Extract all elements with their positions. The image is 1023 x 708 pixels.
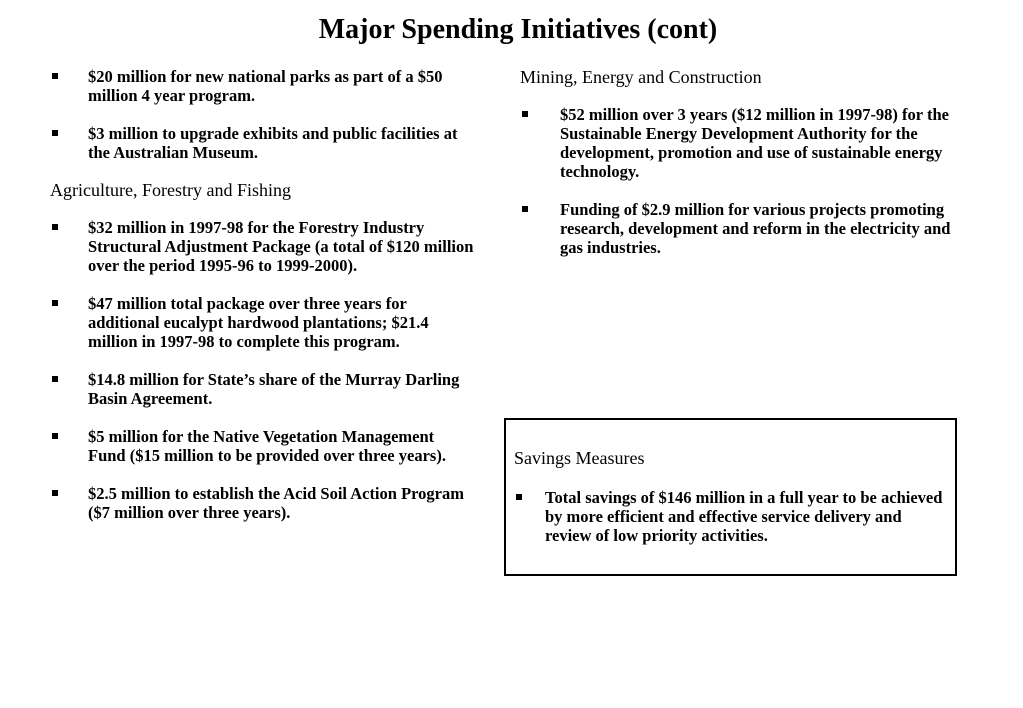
savings-list [514, 488, 944, 545]
left-column [50, 67, 475, 522]
list-item [50, 294, 475, 351]
section-heading-agriculture: Agriculture, Forestry and Fishing [50, 180, 291, 200]
list-item-text: $2.5 million to establish the Acid Soil Action Program ($7 million over three years). [88, 484, 464, 522]
list-item [50, 427, 475, 465]
list-item-text: Total savings of $146 million in a full year to be achieved by more efficient and effective service delivery and review of low priority activities. [545, 488, 943, 545]
list-item [520, 105, 970, 181]
bullet-square-icon [52, 433, 58, 439]
list-item [50, 218, 475, 275]
list-item [520, 200, 970, 257]
agriculture-list [50, 218, 475, 522]
bullet-square-icon [522, 111, 528, 117]
list-item-text: $20 million for new national parks as part of a $50 million 4 year program. [88, 67, 443, 105]
mining-list [520, 105, 970, 257]
list-item-text: $3 million to upgrade exhibits and public facilities at the Australian Museum. [88, 124, 458, 162]
bullet-square-icon [52, 300, 58, 306]
bullet-square-icon [516, 494, 522, 500]
bullet-square-icon [52, 73, 58, 79]
list-item-text: $32 million in 1997-98 for the Forestry Industry Structural Adjustment Package (a total of $120 million over the period 1995-96 to 1999-2000). [88, 218, 474, 275]
section-heading-mining: Mining, Energy and Construction [520, 67, 762, 87]
list-item [50, 124, 475, 162]
page-title: Major Spending Initiatives (cont) [318, 14, 718, 45]
list-item-text: $52 million over 3 years ($12 million in 1997-98) for the Sustainable Energy Development Authority for the development, promotion and use of sustainable energy technology. [560, 105, 949, 181]
list-item [50, 67, 475, 105]
bullet-square-icon [522, 206, 528, 212]
list-item-text: $14.8 million for State’s share of the Murray Darling Basin Agreement. [88, 370, 460, 408]
bullet-square-icon [52, 490, 58, 496]
bullet-square-icon [52, 130, 58, 136]
section-heading-savings: Savings Measures [514, 448, 645, 468]
list-item-text: Funding of $2.9 million for various projects promoting research, development and reform in the electricity and gas industries. [560, 200, 951, 257]
bullet-square-icon [52, 376, 58, 382]
intro-list [50, 67, 475, 162]
list-item-text: $47 million total package over three years for additional eucalypt hardwood plantations; $21.4 million in 1997-98 to complete this program. [88, 294, 429, 351]
bullet-square-icon [52, 224, 58, 230]
list-item-text: $5 million for the Native Vegetation Management Fund ($15 million to be provided over three years). [88, 427, 446, 465]
savings-measures-box [504, 418, 957, 576]
list-item [50, 484, 475, 522]
right-column [520, 67, 970, 257]
list-item [50, 370, 475, 408]
list-item [514, 488, 944, 545]
